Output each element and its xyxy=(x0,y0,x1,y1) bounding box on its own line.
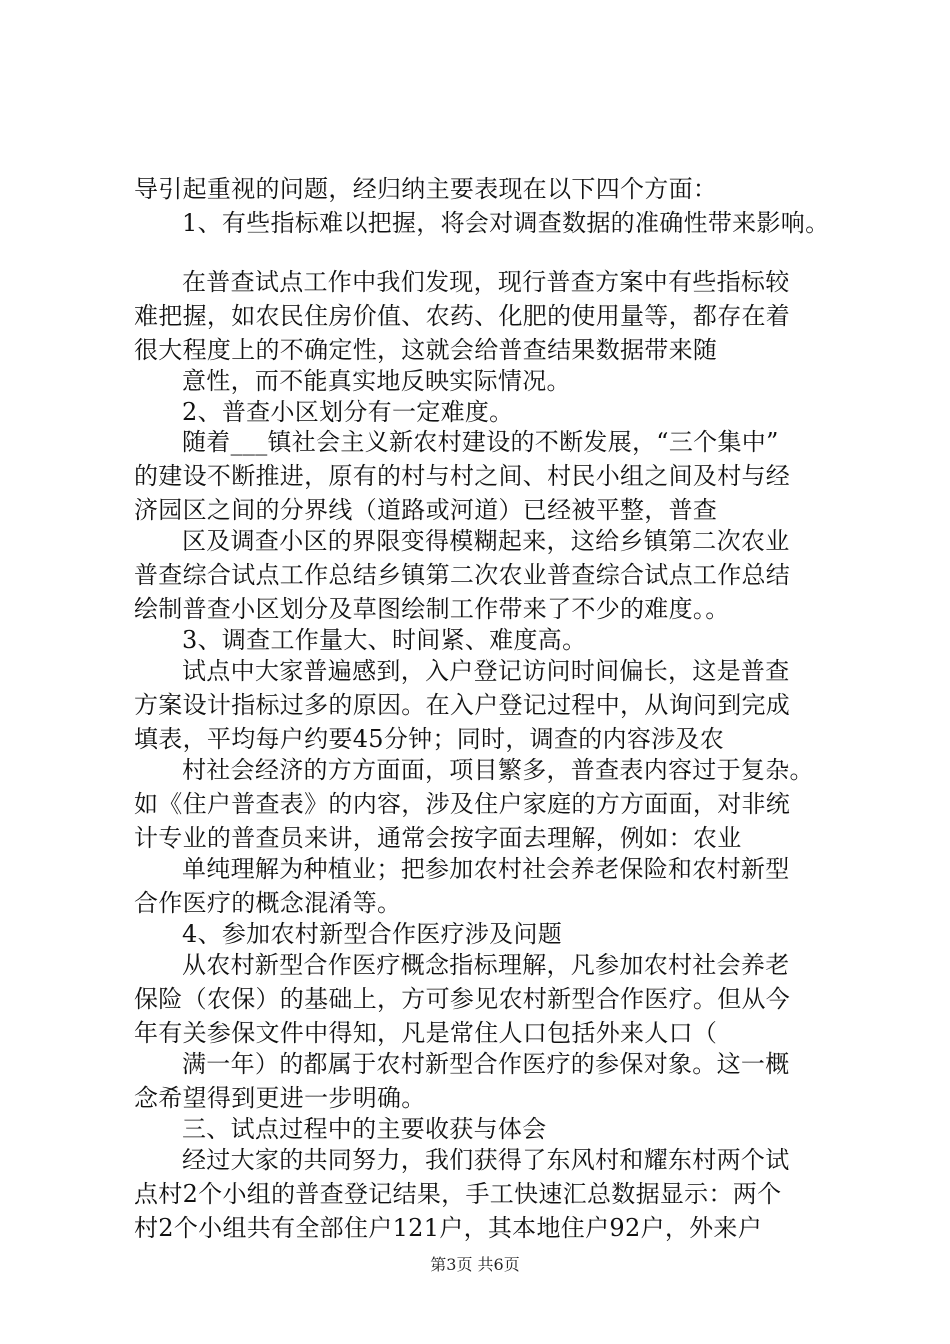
text-line: 试点中大家普遍感到，入户登记访问时间偏长，这是普查 xyxy=(182,657,790,685)
text-line: 随着___镇社会主义新农村建设的不断发展，“三个集中” xyxy=(182,428,779,456)
text-line: 方案设计指标过多的原因。在入户登记过程中，从询问到完成 xyxy=(134,691,791,719)
text-line: 普查综合试点工作总结乡镇第二次农业普查综合试点工作总结 xyxy=(134,561,791,589)
text-line: 年有关参保文件中得知，凡是常住人口包括外来人口（ xyxy=(134,1019,718,1047)
text-line: 填表，平均每户约要45分钟；同时，调查的内容涉及农 xyxy=(134,725,725,753)
text-line: 很大程度上的不确定性，这就会给普查结果数据带来随 xyxy=(134,336,718,364)
text-line: 满一年）的都属于农村新型合作医疗的参保对象。这一概 xyxy=(182,1050,790,1078)
text-line: 念希望得到更进一步明确。 xyxy=(134,1084,426,1112)
text-line: 难把握，如农民住房价值、农药、化肥的使用量等，都存在着 xyxy=(134,302,791,330)
text-line: 保险（农保）的基础上，方可参见农村新型合作医疗。但从今 xyxy=(134,985,791,1013)
text-line: 4、参加农村新型合作医疗涉及问题 xyxy=(182,920,563,948)
text-line: 在普查试点工作中我们发现，现行普查方案中有些指标较 xyxy=(182,268,790,296)
text-line: 意性，而不能真实地反映实际情况。 xyxy=(182,367,571,395)
text-line: 三、试点过程中的主要收获与体会 xyxy=(182,1115,547,1143)
text-line: 2、普查小区划分有一定难度。 xyxy=(182,398,514,426)
text-line: 的建设不断推进，原有的村与村之间、村民小组之间及村与经 xyxy=(134,462,791,490)
text-line: 导引起重视的问题，经归纳主要表现在以下四个方面： xyxy=(134,175,718,203)
text-line: 计专业的普查员来讲，通常会按字面去理解，例如：农业 xyxy=(134,824,742,852)
text-line: 点村2个小组的普查登记结果，手工快速汇总数据显示：两个 xyxy=(134,1180,782,1208)
text-line: 绘制普查小区划分及草图绘制工作带来了不少的难度。。 xyxy=(134,595,730,623)
text-line: 村2个小组共有全部住户121户，其本地住户92户，外来户 xyxy=(134,1214,763,1242)
text-line: 单纯理解为种植业；把参加农村社会养老保险和农村新型 xyxy=(182,855,790,883)
text-line: 如《住户普查表》的内容，涉及住户家庭的方方面面，对非统 xyxy=(134,790,791,818)
text-line: 区及调查小区的界限变得模糊起来，这给乡镇第二次农业 xyxy=(182,527,790,555)
text-line: 济园区之间的分界线（道路或河道）已经被平整，普查 xyxy=(134,496,718,524)
text-line: 经过大家的共同努力，我们获得了东风村和耀东村两个试 xyxy=(182,1146,790,1174)
text-line: 村社会经济的方方面面，项目繁多，普查表内容过于复杂。 xyxy=(182,756,814,784)
text-line: 从农村新型合作医疗概念指标理解，凡参加农村社会养老 xyxy=(182,951,790,979)
text-line: 合作医疗的概念混淆等。 xyxy=(134,889,402,917)
text-line: 1、有些指标难以把握，将会对调查数据的准确性带来影响。 xyxy=(182,209,830,237)
page-number-footer: 第3页 共6页 xyxy=(430,1255,520,1274)
text-line: 3、调查工作量大、时间紧、难度高。 xyxy=(182,626,587,654)
